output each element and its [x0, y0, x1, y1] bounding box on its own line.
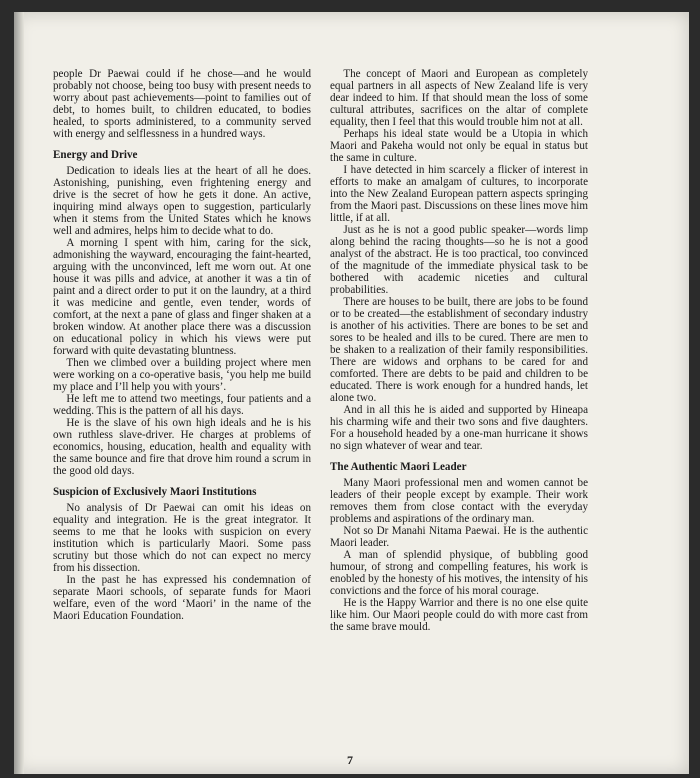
right-column [330, 68, 588, 633]
page-binding-shadow [14, 12, 24, 774]
paragraph: A morning I spent with him, caring for the sick, admonishing the wayward, encouraging the faint-hearted, arguing with the unconvinced, left me worn out. At one house it was pills and advice, at another it was a tin of paint and a direct order to put it on the laundry, at a third it was medicine and gentle, even tender, words of comfort, at the next a pane of glass and finger shaken at a broken window. At another place there was a discussion on educational policy in which his views were put forward with quite devastating bluntness. [53, 237, 311, 357]
page-number: 7 [347, 753, 353, 767]
paragraph: Not so Dr Manahi Nitama Paewai. He is the authentic Maori leader. [330, 525, 588, 549]
paragraph: Many Maori professional men and women cannot be leaders of their people except by example. Their work removes them from close contact with the everyday problems and aspirations of the ordinary man. [330, 477, 588, 525]
section-heading-suspicion: Suspicion of Exclusively Maori Institutions [53, 486, 257, 498]
paragraph: Dedication to ideals lies at the heart of all he does. Astonishing, punishing, even frightening energy and drive is the secret of how he gets it done. An active, inquiring mind always open to suggestion, particularly when it stems from the United States which he knows well and admires, helps him to decide what to do. [53, 165, 311, 237]
paragraph: The concept of Maori and European as completely equal partners in all aspects of New Zealand life is very dear indeed to him. If that should mean the loss of some cultural attributes, sacrifices on the altar of complete equality, then I feel that this would trouble him not at all. [330, 68, 588, 128]
paragraph: He is the slave of his own high ideals and he is his own ruthless slave-driver. He charges at problems of economics, housing, education, health and equality with the same bounce and fire that drove him round a scrum in the good old days. [53, 417, 311, 477]
paragraph: people Dr Paewai could if he chose—and he would probably not choose, being too busy with present needs to worry about past achievements—point to families out of debt, to homes built, to children educated, to bodies healed, to sports administered, to a community served with energy and selflessness in a hundred ways. [53, 68, 311, 140]
paragraph: He is the Happy Warrior and there is no one else quite like him. Our Maori people could do with more cast from the same brave mould. [330, 597, 588, 633]
paragraph: I have detected in him scarcely a flicker of interest in efforts to make an amalgam of cultures, to incorporate into the New Zealand European pattern aspects springing from the Maori past. Discussions on these lines move him little, if at all. [330, 164, 588, 224]
paragraph: No analysis of Dr Paewai can omit his ideas on equality and integration. He is the great integrator. It seems to me that he looks with suspicion on every institution which is particularly Maori. Some pass scrutiny but those which do not can expect no mercy from his dissection. [53, 502, 311, 574]
paragraph: There are houses to be built, there are jobs to be found or to be created—the establishment of secondary industry is another of his activities. There are bones to be set and sores to be healed and ills to be cured. There are men to be shaken to a realization of their family responsibilities. There are widows and orphans to be cared for and comforted. There are debts to be paid and children to be educated. There is work enough for a hundred hands, let alone two. [330, 296, 588, 404]
paragraph: Perhaps his ideal state would be a Utopia in which Maori and Pakeha would not only be equal in status but the same in culture. [330, 128, 588, 164]
paragraph: He left me to attend two meetings, four patients and a wedding. This is the pattern of all his days. [53, 393, 311, 417]
section-heading-energy-and-drive: Energy and Drive [53, 149, 138, 161]
paragraph: Then we climbed over a building project where men were working on a co-operative basis, ‘you help me build my place and I’ll help you with yours’. [53, 357, 311, 393]
left-column [53, 68, 311, 622]
paragraph: Just as he is not a good public speaker—words limp along behind the racing thoughts—so he is not a good analyst of the abstract. He is too practical, too convinced of the magnitude of the immediate physical task to be bothered with academic niceties and cultural probabilities. [330, 224, 588, 296]
paragraph: In the past he has expressed his condemnation of separate Maori schools, of separate funds for Maori welfare, even of the word ‘Maori’ in the name of the Maori Education Foundation. [53, 574, 311, 622]
paragraph: And in all this he is aided and supported by Hineapa his charming wife and their two sons and five daughters. For a household headed by a one-man hurricane it shows no sign whatever of wear and tear. [330, 404, 588, 452]
paragraph: A man of splendid physique, of bubbling good humour, of strong and compelling features, his work is enobled by the honesty of his motives, the intensity of his convictions and the force of his moral courage. [330, 549, 588, 597]
section-heading-authentic-maori-leader: The Authentic Maori Leader [330, 461, 467, 473]
